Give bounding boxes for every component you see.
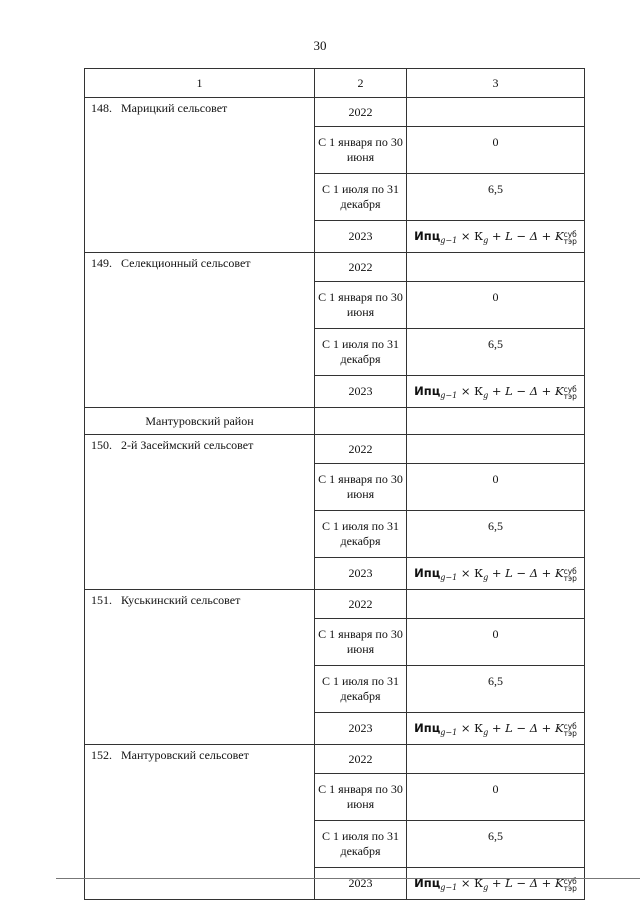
formula-k2-sup: суб [563,229,577,239]
tariff-formula [414,228,577,246]
tariff-formula [414,383,577,401]
empty-value-cell [407,253,585,282]
formula-k2: K [554,383,564,398]
year-cell: 2022 [315,253,407,282]
formula-k2-indices [564,231,577,245]
formula-k-sub: g [483,727,489,737]
entry-name: 2-й Засеймский сельсовет [121,438,254,452]
year-cell: 2023 [315,376,407,408]
formula-k2-sup: суб [563,876,577,886]
formula-k: К [474,383,484,398]
header-col-1: 1 [85,69,315,98]
empty-value-cell [407,590,585,619]
tariff-formula [414,720,577,738]
formula-times: × [457,383,475,398]
entry-number: 152. [91,748,112,762]
value-cell: 0 [407,464,585,511]
entry-number: 150. [91,438,112,452]
formula-ipc: Ипц [414,383,441,398]
formula-k: К [474,228,484,243]
entry-name-cell [85,98,315,253]
formula-ipc-sub: g−1 [440,727,458,737]
formula-k2-indices [564,386,577,400]
formula-k: К [474,565,484,580]
formula-cell [407,868,585,900]
period-cell: С 1 января по 30 июня [315,282,407,329]
entry-name-cell [85,253,315,408]
formula-rest: + L − Δ + [488,875,555,890]
formula-ipc: Ипц [414,720,441,735]
formula-cell [407,376,585,408]
formula-cell [407,221,585,253]
tariff-formula [414,565,577,583]
value-cell: 6,5 [407,329,585,376]
period-cell: С 1 июля по 31 декабря [315,821,407,868]
entry-row [85,98,585,127]
header-row [85,69,585,98]
footer-rule [56,878,640,879]
formula-rest: + L − Δ + [488,228,555,243]
region-empty-cell [315,408,407,435]
formula-ipc: Ипц [414,875,441,890]
formula-k2-sub: тэр [563,883,577,893]
formula-rest: + L − Δ + [488,565,555,580]
entry-row [85,745,585,774]
formula-ipc: Ипц [414,565,441,580]
formula-k2-sup: суб [563,721,577,731]
entry-name: Селекционный сельсовет [121,256,251,270]
entry-name: Куськинский сельсовет [121,593,241,607]
entry-name-cell [85,745,315,900]
region-name: Мантуровский район [85,408,315,435]
formula-k2-indices [564,878,577,892]
value-cell: 0 [407,619,585,666]
formula-ipc-sub: g−1 [440,882,458,892]
entry-row [85,435,585,464]
formula-k2: K [554,565,564,580]
formula-times: × [457,720,475,735]
year-cell: 2022 [315,435,407,464]
entry-number: 151. [91,593,112,607]
year-cell: 2022 [315,590,407,619]
header-col-2: 2 [315,69,407,98]
entry-row [85,590,585,619]
formula-k-sub: g [483,390,489,400]
value-cell: 0 [407,282,585,329]
entry-name: Марицкий сельсовет [121,101,228,115]
period-cell: С 1 января по 30 июня [315,464,407,511]
region-row [85,408,585,435]
formula-times: × [457,228,475,243]
value-cell: 6,5 [407,174,585,221]
formula-k: К [474,875,484,890]
formula-rest: + L − Δ + [488,383,555,398]
formula-rest: + L − Δ + [488,720,555,735]
formula-k2-sup: суб [563,384,577,394]
entry-row [85,253,585,282]
year-cell: 2023 [315,558,407,590]
formula-k2-sub: тэр [563,391,577,401]
formula-k2: K [554,720,564,735]
formula-k: К [474,720,484,735]
period-cell: С 1 января по 30 июня [315,619,407,666]
formula-k2-sub: тэр [563,728,577,738]
entry-number: 149. [91,256,112,270]
year-cell: 2022 [315,98,407,127]
year-cell: 2022 [315,745,407,774]
entry-name-cell [85,435,315,590]
formula-k2-indices [564,723,577,737]
formula-k2: K [554,228,564,243]
entry-name-cell [85,590,315,745]
period-cell: С 1 января по 30 июня [315,127,407,174]
formula-k2: K [554,875,564,890]
period-cell: С 1 июля по 31 декабря [315,174,407,221]
formula-cell [407,558,585,590]
formula-times: × [457,875,475,890]
period-cell: С 1 июля по 31 декабря [315,666,407,713]
formula-ipc-sub: g−1 [440,572,458,582]
period-cell: С 1 июля по 31 декабря [315,329,407,376]
region-empty-cell [407,408,585,435]
empty-value-cell [407,98,585,127]
empty-value-cell [407,435,585,464]
formula-k2-indices [564,568,577,582]
entry-name: Мантуровский сельсовет [121,748,249,762]
year-cell: 2023 [315,221,407,253]
period-cell: С 1 января по 30 июня [315,774,407,821]
formula-k2-sub: тэр [563,236,577,246]
formula-k-sub: g [483,235,489,245]
value-cell: 0 [407,774,585,821]
formula-k-sub: g [483,572,489,582]
formula-times: × [457,565,475,580]
empty-value-cell [407,745,585,774]
header-col-3: 3 [407,69,585,98]
formula-ipc-sub: g−1 [440,390,458,400]
formula-ipc-sub: g−1 [440,235,458,245]
page-number: 30 [313,38,327,53]
formula-k-sub: g [483,882,489,892]
formula-ipc: Ипц [414,228,441,243]
value-cell: 6,5 [407,666,585,713]
year-cell: 2023 [315,868,407,900]
tariff-table [84,68,585,900]
entry-number: 148. [91,101,112,115]
formula-k2-sup: суб [563,566,577,576]
formula-k2-sub: тэр [563,573,577,583]
period-cell: С 1 июля по 31 декабря [315,511,407,558]
value-cell: 0 [407,127,585,174]
value-cell: 6,5 [407,821,585,868]
value-cell: 6,5 [407,511,585,558]
formula-cell [407,713,585,745]
year-cell: 2023 [315,713,407,745]
